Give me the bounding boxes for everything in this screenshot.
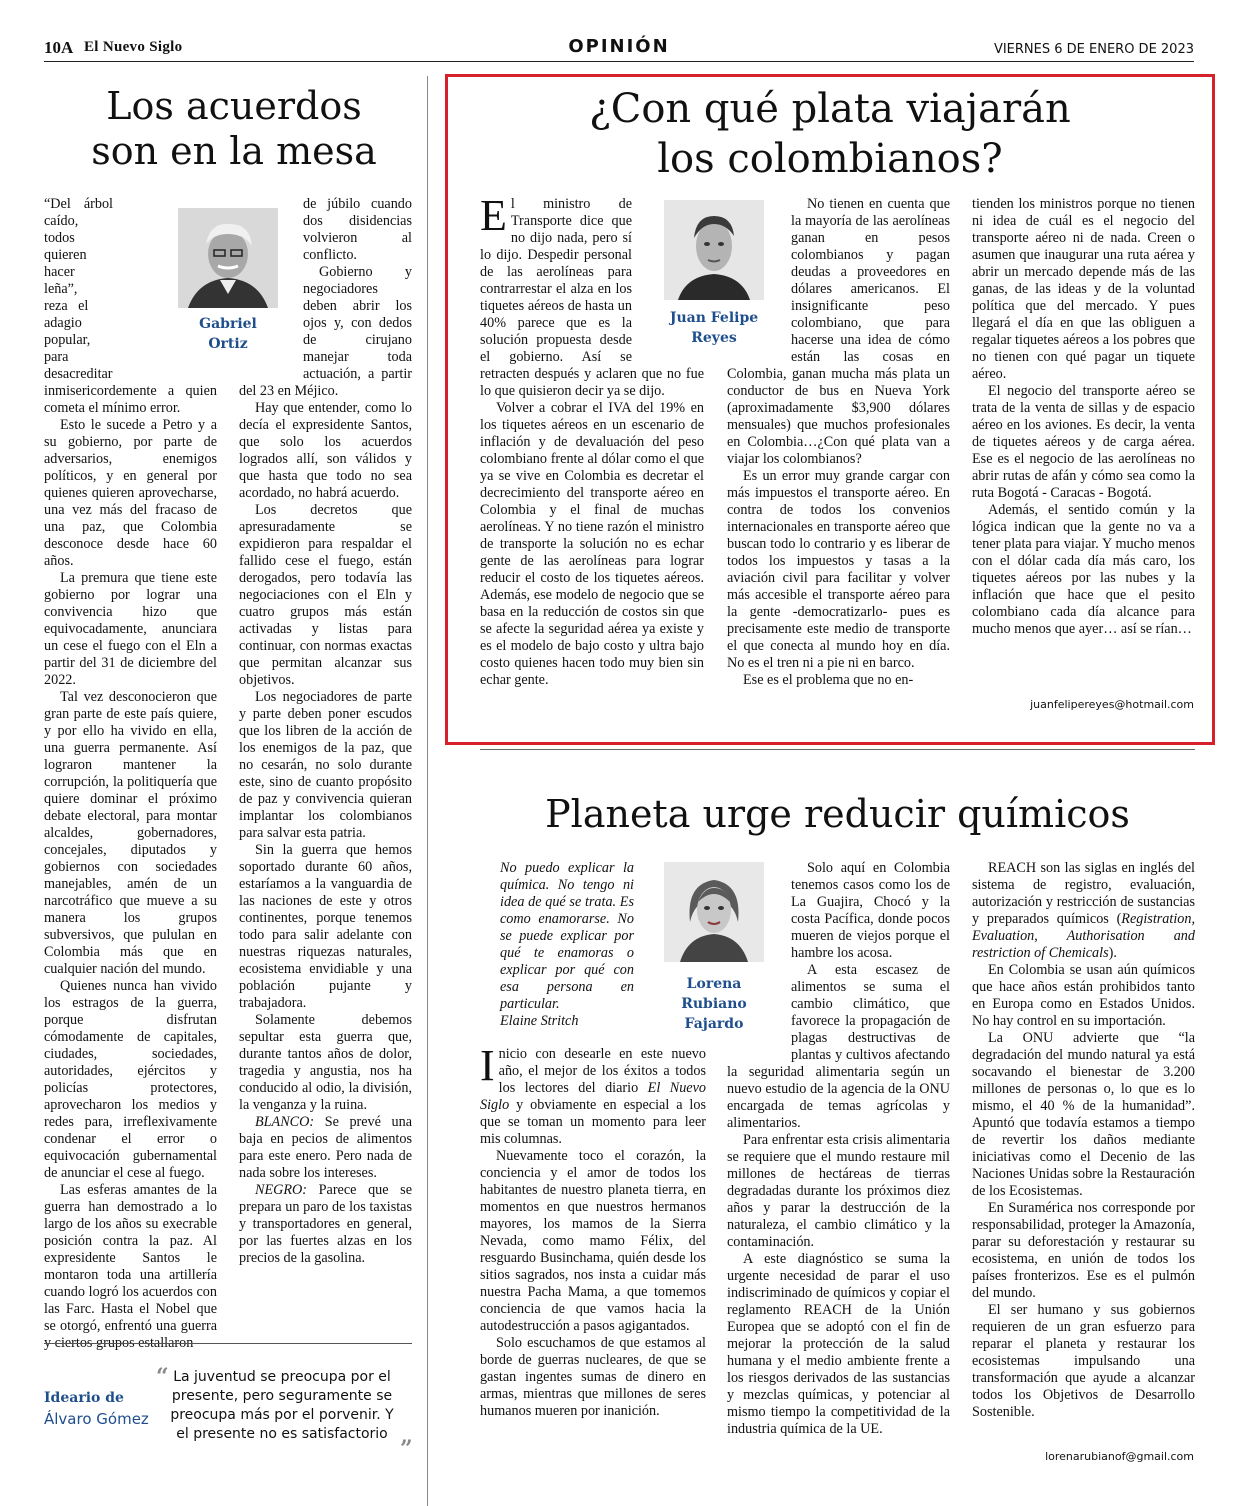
epigraph: No puedo explicar la química. No tengo ni idea de qué se trata. Es como enamorarse. No se puede explicar por qué te enamoras o explicar por qué con esa persona en particular. (500, 860, 634, 1012)
paragraph: Los negociadores de parte y parte deben poner escudos que los libren de la acción de los enemigos de la paz, que no cesarán, no solo durante este, sino de cuanto propósito de paz y convivencia quieran implantar los colombianos para salvar esta patria. (239, 689, 412, 841)
paragraph: Para enfrentar esta crisis alimentaria se requiere que el mundo restaure mil millones de hectáreas de tierras degradadas durante los próximos diez años y parar la destrucción de la naturaleza, el cambio climático y la contaminación. (727, 1132, 950, 1250)
article1-title: Los acuerdos son en la mesa (91, 84, 377, 173)
article2-column-1 (480, 191, 704, 716)
paragraph: En Colombia se usan aún químicos que hace años están prohibidos tanto en Europa como en Estados Unidos. No hay control en su importación. (972, 962, 1195, 1029)
paragraph: Además, el sentido común y la lógica indican que la gente no va a tener plata para viajar. Y mucho menos con el dólar cada día más caro, los tiquetes aéreos por las nubes y la inflación que hace que el pesito colombiano cada día alcance para mucho menos que ayer… así se rían… (972, 502, 1195, 637)
paragraph: Gobierno y negociadores deben abrir los ojos y, con dedos de cirujano manejar toda actuación, a partir del 23 en Méjico. (239, 264, 412, 399)
article2-author: Juan Felipe Reyes (669, 310, 759, 346)
paragraph: Solamente debemos sepultar esta guerra que, durante tantos años de dolor, tragedia y angustia, nos ha conducido al odio, la división, la venganza y la ruina. (239, 1012, 412, 1113)
paragraph: El negocio del transporte aéreo se trata de la venta de sillas y de espacio aéreo en los aviones. Es decir, la venta de tiquetes aéreos y de carga aérea. Ese es el negocio de las aerolíneas no abrir rutas de afán y cómo sea como la ruta Bogotá - Caracas - Bogotá. (972, 383, 1195, 501)
paragraph: Sin la guerra que hemos soportado durante 60 años, estaríamos a la vanguardia de las naciones de este y otros continentes, porque tenemos todo para salir adelante con nuestras riquezas naturales, ecosistema envidiable y una población pujante y trabajadora. (239, 842, 412, 1011)
article3-column-2 (727, 860, 950, 1470)
page-number: 10A (44, 38, 74, 57)
article3-author: Lorena Rubiano Fajardo (681, 976, 747, 1032)
article2-email[interactable]: juanfelipereyes@hotmail.com (1030, 698, 1194, 711)
paragraph: de júbilo cuando dos disidencias volvieron al conflicto. (303, 196, 412, 263)
paragraph: Solo aquí en Colombia tenemos casos como los de La Guajira, Chocó y la costa Pacífica, donde pocos mueren de viejos porque el hambre los acosa. (791, 860, 950, 961)
ideario-quote: La juventud se preocupa por el presente, pero seguramente se preocupa más por el porvenir. Y el presente no es satisfactorio (170, 1369, 394, 1442)
paragraph: Es un error muy grande cargar con más impuestos el transporte aéreo. En contra de todos los convenios internacionales en transporte aéreo que buscan todo lo contrario y es liberar de todos los impuestos y tasas a la aviación civil para facilitar y volver más accesible el transporte aéreo para la gente -democratizarlo- pues es precisamente este medio de transporte el que conecta al mundo hoy en día. No es el tren ni a pie ni en barco. (727, 468, 950, 671)
article2-column-3 (972, 196, 1195, 696)
column-divider (427, 76, 428, 1506)
paragraph: La premura que tiene este gobierno por lograr una convivencia hizo que equivocadamente, anunciara un cese el fuego con el Eln a partir del 31 de diciembre del 2022. (44, 570, 217, 688)
article1-column-2 (239, 196, 412, 1326)
article3-email[interactable]: lorenarubianof@gmail.com (1045, 1450, 1194, 1463)
paragraph: Volver a cobrar el IVA del 19% en los tiquetes aéreos en un escenario de inflación y de devaluación del peso colombiano frente al dólar como el que ya se vive en Colombia es decretar el decrecimiento del transporte aéreo en Colombia y el final de muchas aerolíneas. Y no tiene razón el ministro de transporte la solución no es echar gente de las aerolíneas para lograr reducir el costo de los tiquetes aéreos. Además, ese modelo de negocio que se basa en la reducción de costos sin que se afecte la seguridad aérea ya existe y es el modelo de bajo costo y ultra bajo costo quienes hacen todo muy bien sin echar gente. (480, 400, 704, 688)
ideario-rule (44, 1343, 412, 1344)
paragraph: A este diagnóstico se suma la urgente necesidad de parar el uso indiscriminado de químicos y copiar el reglamento REACH de la Unión Europea que se adoptó con el fin de mejorar la protección de la salud humana y el medio ambiente frente a los riesgos derivados de las sustancias y mezclas químicas, y potenciar al mismo tiempo la competitividad de la industria química de la UE. (727, 1251, 950, 1437)
issue-date: VIERNES 6 DE ENERO DE 2023 (993, 42, 1194, 57)
newspaper-name: El Nuevo Siglo (84, 39, 183, 55)
paragraph: Esto le sucede a Petro y a su gobierno, por parte de adversarios, enemigos políticos, y en general por quienes quieren aprovecharse, una vez más del fracaso de una paz, que Colombia desconoce desde hace 60 años. (44, 417, 217, 569)
article3-column-1 (480, 860, 706, 1470)
paragraph: El ministro de Transporte dice que no dijo nada, pero sí lo dijo. Despedir personal de las aerolíneas para contrarrestar el alza en los tiquetes aéreos de hasta un 40% parece que es la solución propuesta desde el gobierno. Así se retracten después y aclaren que no fue lo que quisieron decir ya se dijo. (480, 191, 704, 399)
paragraph: A esta escasez de alimentos se suma el cambio climático, que favorece la propagación de plagas destructivas de plantas y cultivos afectando la seguridad alimentaria según un nuevo estudio de la agencia de la ONU encargada de temas agrícolas y alimentarios. (727, 962, 950, 1131)
article3-column-3 (972, 860, 1195, 1440)
negro-note: NEGRO: Parece que se prepara un paro de los taxistas y transportadores en general, por las fuertes alzas en los precios de la gasolina. (239, 1182, 412, 1266)
article2-column-2 (727, 196, 950, 716)
drop-cap: I (480, 1041, 495, 1090)
section-rule (480, 749, 1195, 750)
paragraph: Ese es el problema que no en- (743, 672, 914, 688)
drop-cap: E (480, 191, 507, 240)
paragraph: Los decretos que apresuradamente se expidieron para respaldar el fallido cese el fuego, están derogados, pero todavía las negociaciones con el Eln y cuatro grupos más están activadas y listas para continuar, con normas exactas que permitan alcanzar sus objetivos. (239, 502, 412, 688)
article3-title: Planeta urge reducir químicos (545, 792, 1130, 836)
paragraph: Hay que entender, como lo decía el expresidente Santos, que solo los acuerdos logrados allí, son válidos y que hasta que todo no sea acordado, no habrá acuerdo. (239, 400, 412, 501)
paragraph: En Suramérica nos corresponde por responsabilidad, proteger la Amazonía, parar su deforestación y restaurar su ecosistema, en unión de todos los países fronterizos. Ese es el pulmón del mundo. (972, 1200, 1195, 1301)
paragraph: Nuevamente toco el corazón, la conciencia y el amor de todos los habitantes de nuestro planeta tierra, en momentos en que nuestros hermanos mayores, los mamos de la Sierra Nevada, como mamo Félix, del resguardo Businchama, quién desde los sitios sagrados, nos insta a cuidar más nuestra Pacha Mama, a que tomemos conciencia de que vamos hacia la autodestrucción a pasos agigantados. (480, 1148, 706, 1334)
paragraph: Tal vez desconocieron que gran parte de este país quiere, y por ello ha vivido en ella, una guerra permanente. Así lograron mantener la corrupción, la politiquería que quiere dominar el próximo debate electoral, para montar alcaldes, gobernadores, concejales, diputados y gobiernos con sociedades manejables, amén de un narcotráfico que mueve a su manera los grupos subversivos, que pululan en Colombia más que en cualquier nación del mundo. (44, 689, 217, 977)
article2-title: ¿Con qué plata viajarán los colombianos? (589, 86, 1071, 182)
epigraph-author: Elaine Stritch (500, 1013, 579, 1029)
article1-column-1 (44, 196, 217, 1351)
paragraph: Inicio con desearle en este nuevo año, el mejor de los éxitos a todos los lectores del diario El Nuevo Siglo y obviamente en especial a los que se toman un momento para leer mis columnas. (480, 1041, 706, 1147)
paragraph: Las esferas amantes de la guerra han demostrado a lo largo de los años su execrable posición contra la paz. Al expresidente Santos le montaron toda una artillería cuando logró los acuerdos con las Farc. Hasta el Nobel que se otorgó, enfrentó una guerra y ciertos grupos estallaron (44, 1182, 217, 1351)
ideario-name: Álvaro Gómez (44, 1410, 149, 1428)
paragraph: tienden los ministros porque no tienen ni idea de cuál es el negocio del transporte aéreo ni de nada. Creen o asumen que inaugurar una ruta aérea y abrir un mercado depende más de las ganas, de las ideas y de la voluntad política que del mercado. Y pues llegará el día en que las obliguen a regalar tiquetes aéreos a los pobres que no tienen con qué pagar un tiquete aéreo. (972, 196, 1195, 382)
paragraph: No tienen en cuenta que la mayoría de las aerolíneas ganan en pesos colombianos y pagan deudas a proveedores en dólares americanos. El insignificante peso colombiano, que para hacerse una idea de cómo están las cosas en Colombia, ganan mucha más plata un conductor de bus en Nueva York (aproximadamente $3,900 dólares mensuales) que muchos profesionales en Colombia…¿Con qué plata van a viajar los colombianos? (727, 196, 950, 467)
close-quote-icon: ” (400, 1436, 413, 1462)
open-quote-icon: “ (156, 1364, 169, 1390)
paragraph: La ONU advierte que “la degradación del mundo natural ya está socavando el bienestar de 3.200 millones de personas o, lo que es lo mismo, el 40 % de la humanidad”. Apuntó que todavía estamos a tiempo de revertir los daños mediante iniciativas como el Decenio de las Naciones Unidas sobre la Restauración de los Ecosistemas. (972, 1030, 1195, 1199)
header-rule (44, 61, 1194, 62)
paragraph: REACH son las siglas en inglés del sistema de registro, evaluación, autorización y restricción de sustancias y preparados químicos (Registration, Evaluation, Authorisation and restriction of Chemicals). (972, 860, 1195, 961)
paragraph: Solo escuchamos de que estamos al borde de guerras nucleares, de que se gastan ingentes sumas de dinero en armas, mientras que millones de seres humanos mueren por inanición. (480, 1335, 706, 1419)
section-title: OPINIÓN (568, 36, 670, 57)
paragraph: “Del árbol caído, todos quieren hacer leña”, reza el adagio popular, para desacreditar inmisericordemente a quien cometa el mínimo error. (44, 196, 217, 416)
paragraph: Quienes nunca han vivido los estragos de la guerra, porque disfrutan cómodamente de capitales, ciudades, sociedades, autoridades, ejércitos y policías protectores, aprovecharon los medios y redes para, irreflexivamente condenar el error o equivocación gubernamental de anunciar el cese al fuego. (44, 978, 217, 1181)
article1-author: Gabriel Ortiz (199, 316, 257, 352)
paragraph: El ser humano y sus gobiernos requieren de un gran esfuerzo para reparar el planeta y restaurar los ecosistemas impulsando una transformación que ayude a alcanzar todos los Objetivos de Desarrollo Sostenible. (972, 1302, 1195, 1420)
blanco-note: BLANCO: Se prevé una baja en pecios de alimentos para este enero. Pero nada de nada sobre los intereses. (239, 1114, 412, 1181)
ideario-title: Ideario de (44, 1390, 124, 1406)
